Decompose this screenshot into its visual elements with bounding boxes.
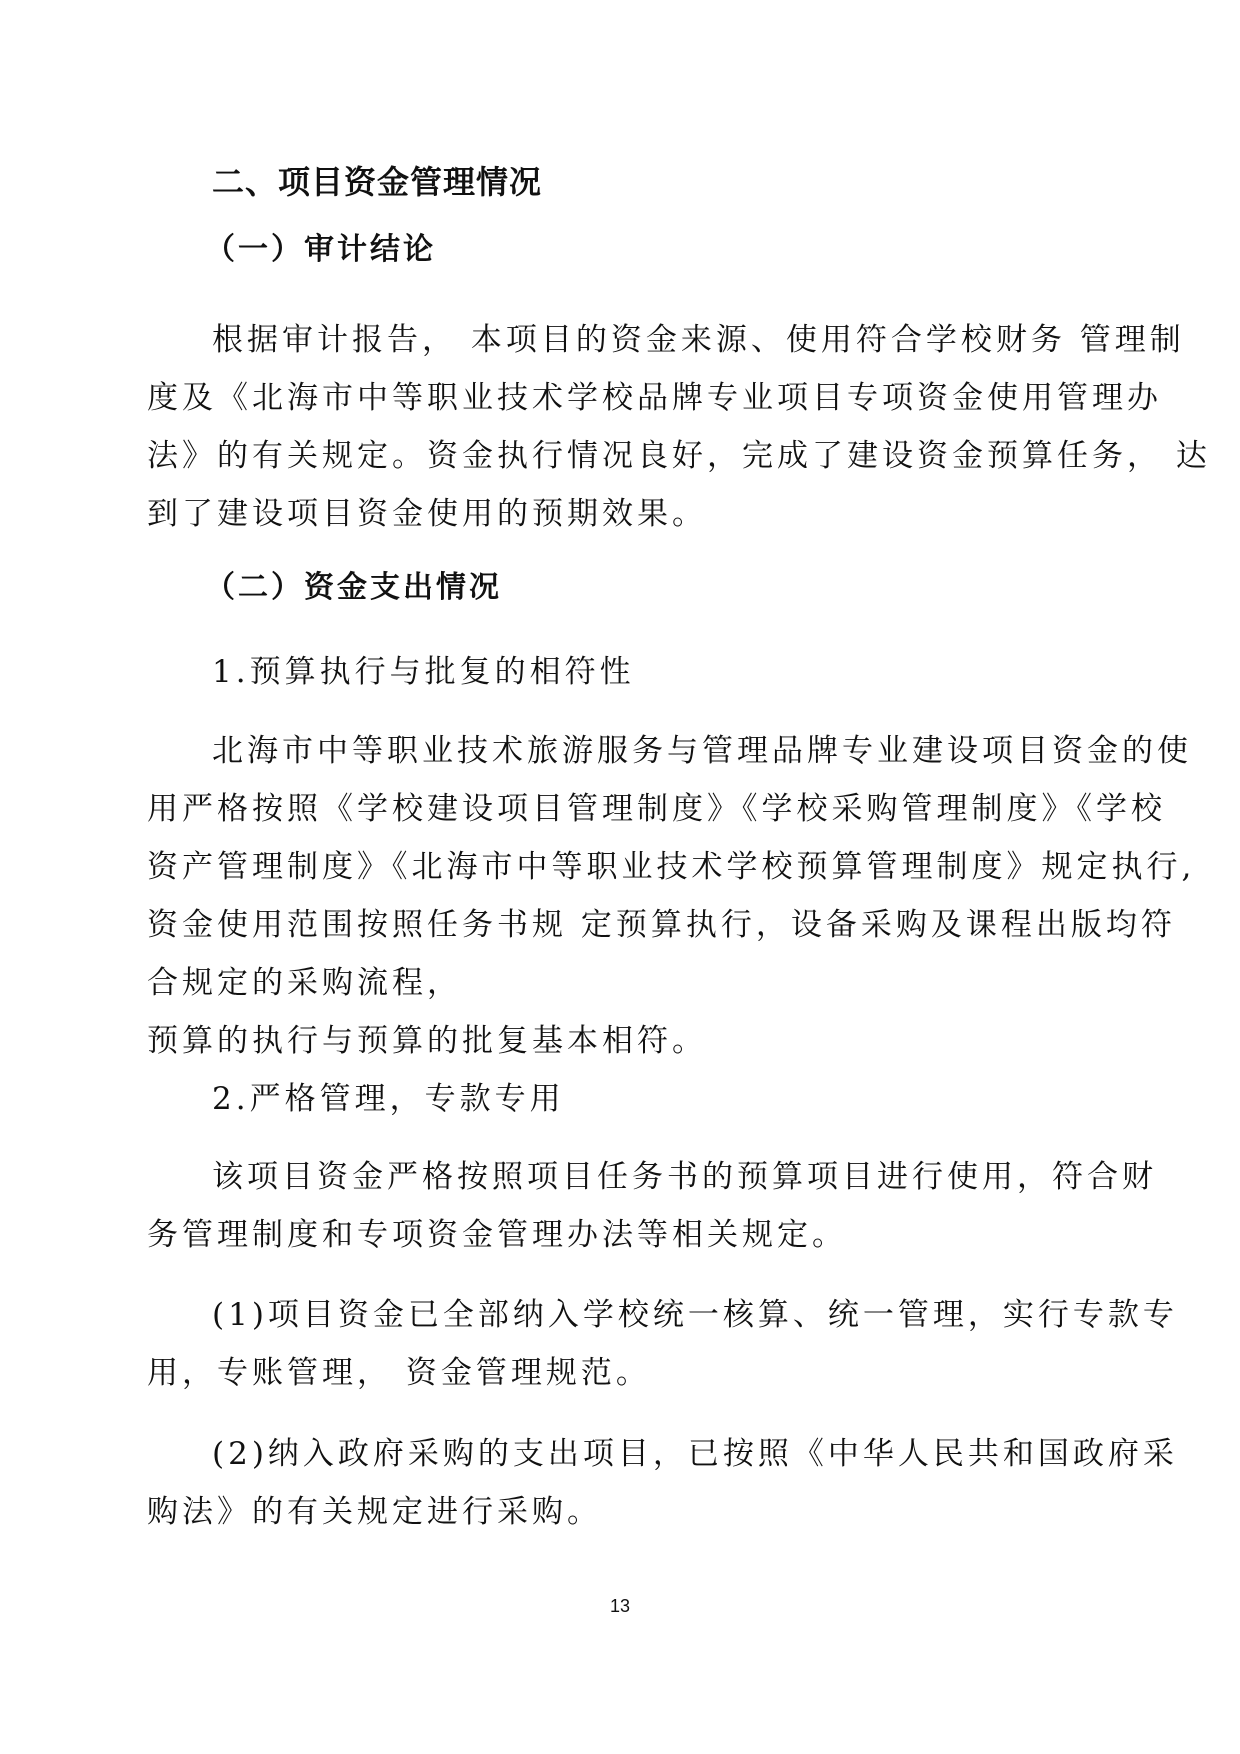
paragraph-line: 到了建设项目资金使用的预期效果。: [147, 496, 707, 532]
paragraph-line: 务管理制度和专项资金管理办法等相关规定。: [147, 1217, 847, 1253]
paragraph-line: 合规定的采购流程，: [147, 965, 462, 1001]
paragraph-line: 预算的执行与预算的批复基本相符。: [147, 1023, 707, 1059]
page-number: 13: [609, 1596, 631, 1616]
paragraph-line: 根据审计报告， 本项目的资金来源、使用符合学校财务 管理制: [212, 322, 1185, 358]
section-heading: 二、项目资金管理情况: [212, 163, 543, 201]
item-title: 1.预算执行与批复的相符性: [212, 654, 635, 690]
paragraph-line: 该项目资金严格按照项目任务书的预算项目进行使用，符合财: [212, 1159, 1157, 1195]
paragraph-line: 法》的有关规定。资金执行情况良好，完成了建设资金预算任务， 达: [147, 438, 1211, 474]
paragraph-line: 用，专账管理， 资金管理规范。: [147, 1355, 651, 1391]
item-title: 2.严格管理，专款专用: [212, 1081, 565, 1117]
subsection-title-fund-expenditure: （二）资金支出情况: [205, 570, 502, 605]
paragraph-line: 资产管理制度》《北海市中等职业技术学校预算管理制度》规定执行,: [147, 849, 1196, 885]
paragraph-line: 度及《北海市中等职业技术学校品牌专业项目专项资金使用管理办: [147, 380, 1162, 416]
paragraph-line: 北海市中等职业技术旅游服务与管理品牌专业建设项目资金的使: [212, 733, 1192, 769]
paragraph-line: 用严格按照《学校建设项目管理制度》《学校采购管理制度》《学校: [147, 791, 1166, 827]
paragraph-line: (2)纳入政府采购的支出项目，已按照《中华人民共和国政府采: [212, 1436, 1178, 1472]
subsection-title-audit-conclusion: （一）审计结论: [205, 232, 436, 267]
paragraph-line: 资金使用范围按照任务书规 定预算执行，设备采购及课程出版均符: [147, 907, 1176, 943]
paragraph-line: 购法》的有关规定进行采购。: [147, 1494, 602, 1530]
paragraph-line: (1)项目资金已全部纳入学校统一核算、统一管理，实行专款专: [212, 1297, 1178, 1333]
